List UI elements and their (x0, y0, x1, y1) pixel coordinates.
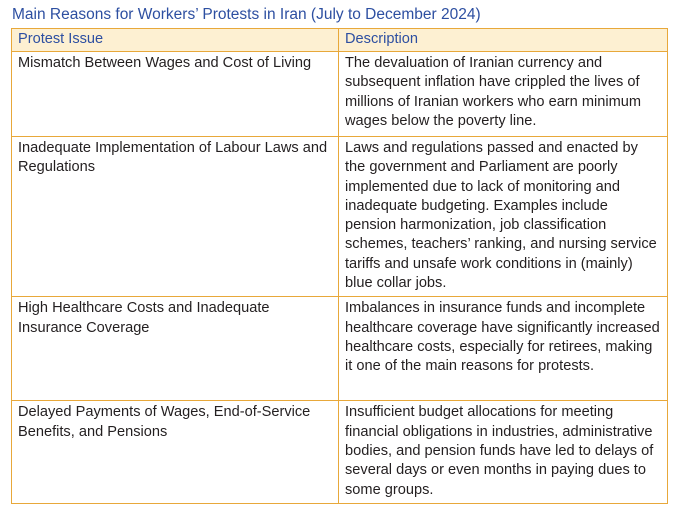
description-cell: Imbalances in insurance funds and incomplete healthcare coverage have significantly increased healthcare costs, especially for retirees, making it one of the main reasons for protests. (339, 297, 668, 401)
protest-issue-cell: Delayed Payments of Wages, End-of-Service Benefits, and Pensions (12, 401, 339, 504)
protest-issue-cell: Inadequate Implementation of Labour Laws and Regulations (12, 137, 339, 297)
table-caption: Main Reasons for Workers’ Protests in Iran (July to December 2024) (12, 6, 481, 23)
description-cell: The devaluation of Iranian currency and subsequent inflation have crippled the lives of millions of Iranian workers who earn minimum wages below the poverty line. (339, 52, 668, 137)
column-header-description: Description (339, 29, 668, 52)
column-header-protest-issue: Protest Issue (12, 29, 339, 52)
protest-reasons-table (11, 28, 668, 504)
table-row (12, 52, 668, 137)
table-row (12, 297, 668, 401)
table-header-row (12, 29, 668, 52)
table-row (12, 137, 668, 297)
description-cell: Laws and regulations passed and enacted by the government and Parliament are poorly implemented due to lack of monitoring and inadequate budgeting. Examples include pension harmonization, job classification schemes, teachers’ ranking, and nursing service tariffs and unsafe work conditions in (mainly) blue collar jobs. (339, 137, 668, 297)
description-cell: Insufficient budget allocations for meeting financial obligations in industries, administrative bodies, and pension funds have led to delays of several days or even months in paying dues to some groups. (339, 401, 668, 504)
table-row (12, 401, 668, 504)
protest-issue-cell: High Healthcare Costs and Inadequate Insurance Coverage (12, 297, 339, 401)
protest-issue-cell: Mismatch Between Wages and Cost of Living (12, 52, 339, 137)
